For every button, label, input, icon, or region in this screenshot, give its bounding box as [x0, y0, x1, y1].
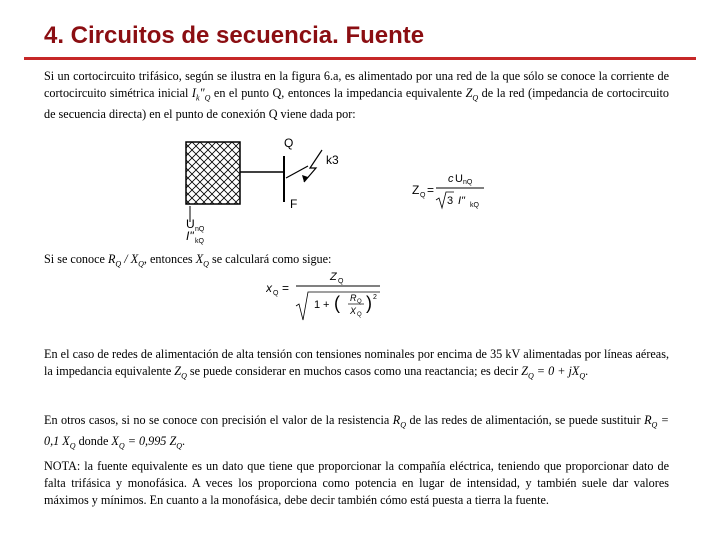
svg-text:x: x [266, 281, 272, 295]
title-underline [24, 57, 696, 60]
svg-text:+: + [323, 299, 330, 311]
svg-text:I": I" [458, 195, 465, 207]
symbol-xq: $X_Q$ [195, 252, 209, 269]
svg-text:kQ: kQ [470, 202, 479, 209]
svg-text:Q: Q [338, 278, 344, 285]
page-title: 4. Circuitos de secuencia. Fuente [44, 22, 425, 49]
svg-text:X: X [350, 306, 357, 316]
svg-text:Q: Q [420, 192, 426, 199]
symbol-ik: $I_k"_Q$ [191, 86, 211, 103]
svg-text:nQ: nQ [463, 179, 473, 186]
svg-text:c: c [448, 173, 454, 185]
svg-text:R: R [350, 293, 357, 303]
symbol-rq: $R_Q$ [392, 413, 407, 430]
label-k3: k3 [326, 153, 339, 167]
symbol-rq-expr: $R_Q = 0,1$ $X_Q$ [44, 413, 669, 451]
svg-text:Q: Q [357, 299, 362, 305]
svg-text:U: U [455, 173, 463, 185]
formula-zq [412, 168, 492, 214]
formula-xq [266, 268, 386, 324]
paragraph-ratio: Si se conoce $R_Q / X_Q$, entonces $X_Q$ se calculará como sigue: [44, 252, 332, 269]
symbol-zq: $Z_Q$ [174, 364, 187, 381]
text: de la red (impedancia de cortocircuito de secuencia directa) en el punto de conexión Q viene dada por: [44, 86, 670, 122]
label-u: U [186, 217, 195, 231]
symbol-zq: $Z_Q$ [465, 86, 479, 103]
paragraph-high-voltage: En el caso de redes de alimentación de alta tensión con tensiones nominales por encima de 35 kV alimentadas por líneas aéreas, la impedancia equivalente $Z_Q$ se puede considerar en muchos casos como una reactancia; es decir $Z_Q = 0 + jX_Q$. [44, 347, 669, 381]
svg-text:): ) [366, 293, 372, 313]
svg-text:(: ( [334, 293, 340, 313]
svg-text:Q: Q [357, 312, 362, 318]
text: Si un cortocircuito trifásico, según se ilustra en la figura 6.a, es alimentado por una red de la que sólo se conoce la corriente de cortocircuito simétrica inicial [44, 69, 669, 100]
svg-text:=: = [427, 183, 435, 197]
circuit-diagram [180, 130, 360, 245]
label-i: I" [186, 229, 194, 243]
source-box [186, 142, 240, 204]
text: en el punto Q, entonces la impedancia equivalente [210, 86, 466, 100]
svg-text:3: 3 [447, 195, 454, 207]
label-q: Q [284, 136, 294, 150]
svg-text:Q: Q [273, 290, 279, 297]
label-f: F [290, 197, 298, 211]
paragraph-intro [44, 68, 669, 123]
label-u-sub: nQ [195, 226, 205, 233]
symbol-rq-xq: $R_Q / X_Q$ [107, 252, 144, 269]
paragraph-note: NOTA: la fuente equivalente es un dato que tiene que proporcionar la compañía eléctrica, teniendo que proporcionar dato de falta trifásica y monofásica. A veces los proporciona como potencia en lugar de intensidad, y también suele dar valores máximos y mínimos. En cuanto a la monofásica, debe decir también cómo está puesta a tierra la fuente. [44, 459, 669, 507]
svg-text:2: 2 [373, 294, 377, 301]
svg-text:Z: Z [330, 271, 337, 283]
label-i-sub: kQ [195, 238, 204, 245]
symbol-zq-expr: $Z_Q = 0 + jX_Q$ [521, 364, 586, 381]
svg-text:Z: Z [412, 183, 420, 197]
paragraph-resistance: En otros casos, si no se conoce con precisión el valor de la resistencia $R_Q$ de las redes de alimentación, se puede sustituir $R_Q = 0,1$ $X_Q$ donde $X_Q = 0,995$ $Z_Q$. [44, 413, 669, 451]
symbol-xq-expr: $X_Q = 0,995$ $Z_Q$ [111, 434, 182, 451]
svg-text:=: = [282, 281, 290, 295]
svg-text:1: 1 [314, 299, 321, 311]
